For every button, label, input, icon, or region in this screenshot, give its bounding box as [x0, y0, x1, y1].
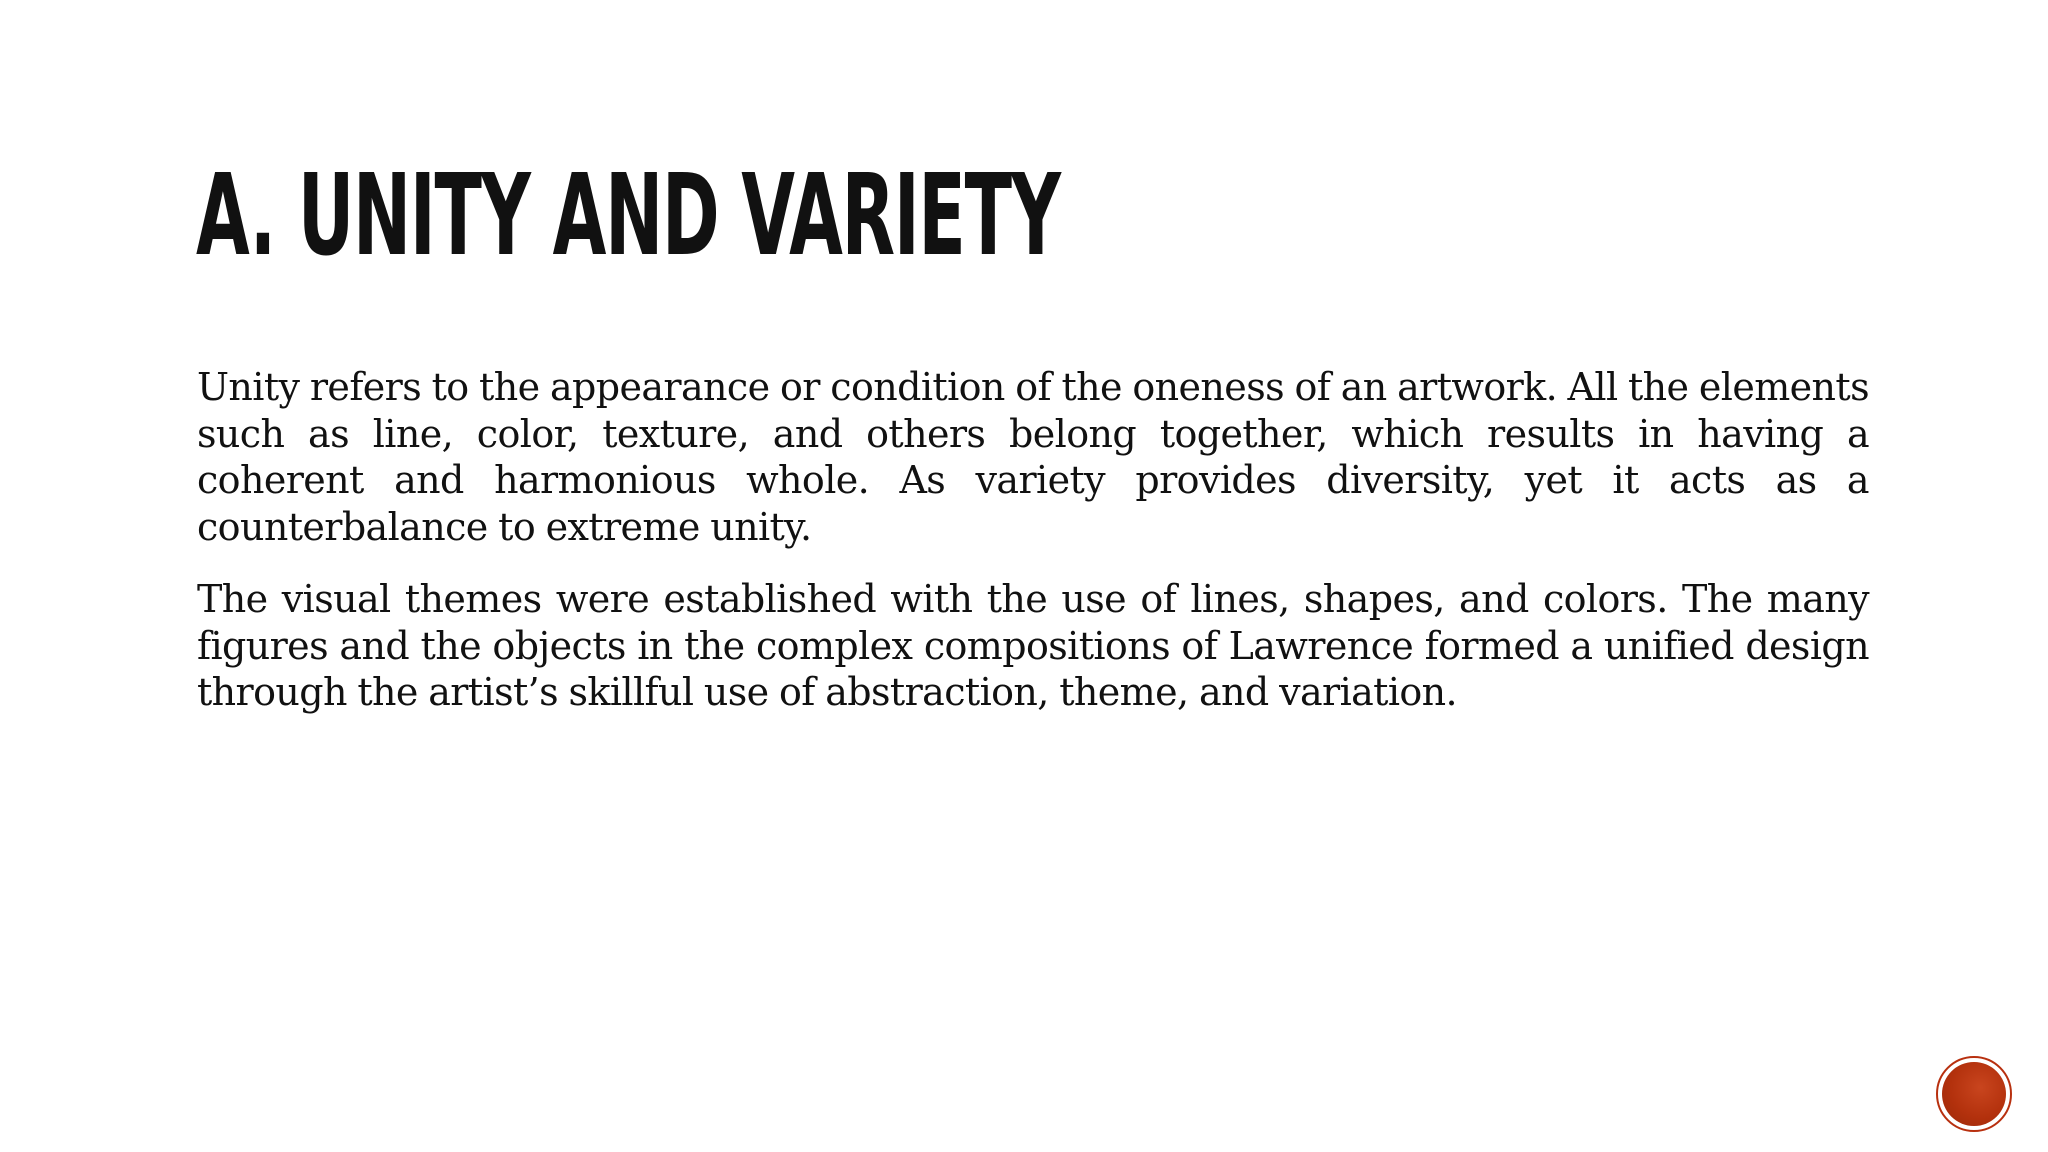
paragraph-unity-definition: Unity refers to the appearance or condition of the oneness of an artwork. All the elements such as line, color, texture, and others belong together, which results in having a coherent and harmonious whole. As variety provides diversity, yet it acts as a counterbalance to extreme unity.	[197, 365, 1869, 549]
orange-circle-icon	[1942, 1062, 2006, 1126]
slide-title: A. UNITY AND VARIETY	[196, 151, 1060, 281]
slide-number-badge[interactable]	[1936, 1056, 2012, 1132]
slide-body	[197, 364, 1869, 742]
paragraph-visual-themes: The visual themes were established with the use of lines, shapes, and colors. The many figures and the objects in the complex compositions of Lawrence formed a unified design through the artist’s skillful use of abstraction, theme, and variation.	[197, 577, 1869, 714]
